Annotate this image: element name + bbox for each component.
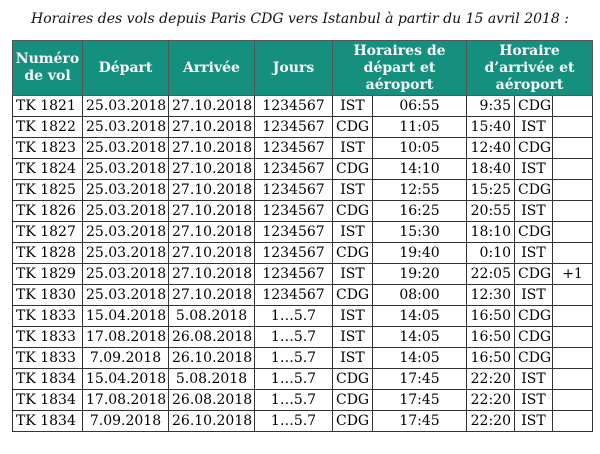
departure-time-cell: 16:25: [373, 201, 467, 222]
valid-from-cell: 25.03.2018: [83, 264, 169, 285]
day-offset-cell: [553, 369, 593, 390]
arrival-time-cell: 22:20: [467, 369, 515, 390]
valid-from-cell: 25.03.2018: [83, 96, 169, 117]
departure-airport-cell: IST: [333, 264, 373, 285]
day-offset-cell: [553, 306, 593, 327]
valid-from-cell: 25.03.2018: [83, 138, 169, 159]
arrival-airport-cell: CDG: [515, 264, 553, 285]
valid-to-cell: 27.10.2018: [169, 243, 255, 264]
day-offset-cell: [553, 411, 593, 432]
departure-time-cell: 06:55: [373, 96, 467, 117]
operating-days-cell: 1…5.7: [255, 390, 333, 411]
day-offset-cell: [553, 159, 593, 180]
valid-from-cell: 25.03.2018: [83, 180, 169, 201]
arrival-airport-cell: IST: [515, 369, 553, 390]
arrival-time-cell: 16:50: [467, 306, 515, 327]
departure-airport-cell: IST: [333, 348, 373, 369]
operating-days-cell: 1234567: [255, 222, 333, 243]
arrival-airport-cell: IST: [515, 159, 553, 180]
arrival-time-cell: 12:30: [467, 285, 515, 306]
arrival-airport-cell: IST: [515, 411, 553, 432]
flight-number-cell: TK 1829: [13, 264, 83, 285]
valid-to-cell: 27.10.2018: [169, 117, 255, 138]
operating-days-cell: 1234567: [255, 96, 333, 117]
departure-airport-cell: CDG: [333, 201, 373, 222]
table-row: [13, 285, 593, 306]
departure-airport-cell: CDG: [333, 117, 373, 138]
operating-days-cell: 1234567: [255, 117, 333, 138]
day-offset-cell: [553, 96, 593, 117]
arrival-airport-cell: CDG: [515, 348, 553, 369]
valid-to-cell: 5.08.2018: [169, 369, 255, 390]
arrival-time-cell: 16:50: [467, 327, 515, 348]
departure-time-cell: 17:45: [373, 411, 467, 432]
valid-to-cell: 27.10.2018: [169, 96, 255, 117]
departure-time-cell: 15:30: [373, 222, 467, 243]
valid-to-cell: 26.08.2018: [169, 327, 255, 348]
arrival-time-cell: 15:25: [467, 180, 515, 201]
arrival-time-cell: 15:40: [467, 117, 515, 138]
valid-to-cell: 27.10.2018: [169, 138, 255, 159]
valid-to-cell: 26.10.2018: [169, 411, 255, 432]
arrival-time-cell: 9:35: [467, 96, 515, 117]
departure-airport-cell: IST: [333, 180, 373, 201]
day-offset-cell: [553, 348, 593, 369]
day-offset-cell: [553, 327, 593, 348]
operating-days-cell: 1…5.7: [255, 327, 333, 348]
departure-time-cell: 14:05: [373, 327, 467, 348]
departure-airport-cell: CDG: [333, 159, 373, 180]
day-offset-cell: [553, 243, 593, 264]
departure-airport-cell: CDG: [333, 390, 373, 411]
valid-to-cell: 27.10.2018: [169, 285, 255, 306]
valid-to-cell: 5.08.2018: [169, 306, 255, 327]
valid-from-cell: 25.03.2018: [83, 243, 169, 264]
header-arrival: Arrivée: [169, 41, 255, 96]
arrival-airport-cell: CDG: [515, 306, 553, 327]
arrival-time-cell: 16:50: [467, 348, 515, 369]
departure-time-cell: 17:45: [373, 390, 467, 411]
valid-from-cell: 25.03.2018: [83, 222, 169, 243]
table-row: [13, 327, 593, 348]
header-arrival-times: Horaire d’arrivée et aéroport: [467, 41, 593, 96]
valid-from-cell: 7.09.2018: [83, 348, 169, 369]
departure-airport-cell: CDG: [333, 243, 373, 264]
departure-time-cell: 14:05: [373, 348, 467, 369]
valid-to-cell: 26.10.2018: [169, 348, 255, 369]
table-row: [13, 222, 593, 243]
arrival-airport-cell: CDG: [515, 138, 553, 159]
valid-to-cell: 27.10.2018: [169, 264, 255, 285]
arrival-time-cell: 18:40: [467, 159, 515, 180]
flight-number-cell: TK 1822: [13, 117, 83, 138]
day-offset-cell: [553, 390, 593, 411]
departure-time-cell: 10:05: [373, 138, 467, 159]
day-offset-cell: [553, 222, 593, 243]
table-row: [13, 369, 593, 390]
departure-airport-cell: CDG: [333, 285, 373, 306]
header-departure-times: Horaires de départ et aéroport: [333, 41, 467, 96]
flight-number-cell: TK 1826: [13, 201, 83, 222]
departure-time-cell: 12:55: [373, 180, 467, 201]
table-row: [13, 264, 593, 285]
header-days: Jours: [255, 41, 333, 96]
flight-number-cell: TK 1833: [13, 348, 83, 369]
flight-number-cell: TK 1824: [13, 159, 83, 180]
operating-days-cell: 1234567: [255, 264, 333, 285]
valid-from-cell: 25.03.2018: [83, 285, 169, 306]
departure-airport-cell: IST: [333, 306, 373, 327]
valid-from-cell: 25.03.2018: [83, 201, 169, 222]
header-flight-number: Numéro de vol: [13, 41, 83, 96]
flight-number-cell: TK 1828: [13, 243, 83, 264]
arrival-time-cell: 18:10: [467, 222, 515, 243]
arrival-airport-cell: IST: [515, 285, 553, 306]
table-caption: Horaires des vols depuis Paris CDG vers Istanbul à partir du 15 avril 2018 :: [31, 11, 569, 27]
flight-number-cell: TK 1834: [13, 390, 83, 411]
valid-from-cell: 15.04.2018: [83, 306, 169, 327]
arrival-airport-cell: IST: [515, 201, 553, 222]
flight-schedule-table: [12, 40, 593, 432]
valid-from-cell: 17.08.2018: [83, 390, 169, 411]
valid-from-cell: 17.08.2018: [83, 327, 169, 348]
departure-airport-cell: IST: [333, 138, 373, 159]
arrival-time-cell: 22:05: [467, 264, 515, 285]
day-offset-cell: +1: [553, 264, 593, 285]
departure-airport-cell: IST: [333, 222, 373, 243]
operating-days-cell: 1…5.7: [255, 306, 333, 327]
departure-airport-cell: IST: [333, 327, 373, 348]
flight-number-cell: TK 1827: [13, 222, 83, 243]
flight-number-cell: TK 1834: [13, 369, 83, 390]
departure-airport-cell: CDG: [333, 369, 373, 390]
operating-days-cell: 1234567: [255, 159, 333, 180]
operating-days-cell: 1234567: [255, 285, 333, 306]
valid-from-cell: 25.03.2018: [83, 159, 169, 180]
flight-number-cell: TK 1825: [13, 180, 83, 201]
flight-number-cell: TK 1823: [13, 138, 83, 159]
day-offset-cell: [553, 117, 593, 138]
arrival-time-cell: 0:10: [467, 243, 515, 264]
day-offset-cell: [553, 201, 593, 222]
valid-to-cell: 27.10.2018: [169, 180, 255, 201]
arrival-time-cell: 22:20: [467, 411, 515, 432]
valid-from-cell: 15.04.2018: [83, 369, 169, 390]
table-row: [13, 411, 593, 432]
valid-to-cell: 27.10.2018: [169, 222, 255, 243]
table-row: [13, 243, 593, 264]
table-row: [13, 159, 593, 180]
operating-days-cell: 1234567: [255, 138, 333, 159]
valid-to-cell: 27.10.2018: [169, 159, 255, 180]
arrival-airport-cell: CDG: [515, 327, 553, 348]
arrival-time-cell: 12:40: [467, 138, 515, 159]
table-row: [13, 138, 593, 159]
flight-number-cell: TK 1821: [13, 96, 83, 117]
arrival-time-cell: 20:55: [467, 201, 515, 222]
flight-number-cell: TK 1830: [13, 285, 83, 306]
day-offset-cell: [553, 285, 593, 306]
header-row: [13, 41, 593, 96]
header-departure: Départ: [83, 41, 169, 96]
valid-to-cell: 27.10.2018: [169, 201, 255, 222]
operating-days-cell: 1…5.7: [255, 348, 333, 369]
operating-days-cell: 1234567: [255, 180, 333, 201]
day-offset-cell: [553, 138, 593, 159]
arrival-airport-cell: IST: [515, 390, 553, 411]
arrival-time-cell: 22:20: [467, 390, 515, 411]
day-offset-cell: [553, 180, 593, 201]
arrival-airport-cell: CDG: [515, 96, 553, 117]
table-row: [13, 117, 593, 138]
valid-to-cell: 26.08.2018: [169, 390, 255, 411]
flight-number-cell: TK 1833: [13, 306, 83, 327]
valid-from-cell: 7.09.2018: [83, 411, 169, 432]
departure-time-cell: 08:00: [373, 285, 467, 306]
departure-time-cell: 19:40: [373, 243, 467, 264]
valid-from-cell: 25.03.2018: [83, 117, 169, 138]
operating-days-cell: 1234567: [255, 201, 333, 222]
table-row: [13, 201, 593, 222]
operating-days-cell: 1…5.7: [255, 411, 333, 432]
operating-days-cell: 1…5.7: [255, 369, 333, 390]
table-row: [13, 180, 593, 201]
table-row: [13, 348, 593, 369]
departure-airport-cell: CDG: [333, 411, 373, 432]
flight-number-cell: TK 1833: [13, 327, 83, 348]
operating-days-cell: 1234567: [255, 243, 333, 264]
arrival-airport-cell: CDG: [515, 222, 553, 243]
table-row: [13, 96, 593, 117]
departure-time-cell: 14:10: [373, 159, 467, 180]
departure-time-cell: 17:45: [373, 369, 467, 390]
table-row: [13, 306, 593, 327]
departure-time-cell: 19:20: [373, 264, 467, 285]
flight-number-cell: TK 1834: [13, 411, 83, 432]
arrival-airport-cell: CDG: [515, 180, 553, 201]
departure-airport-cell: IST: [333, 96, 373, 117]
table-row: [13, 390, 593, 411]
arrival-airport-cell: IST: [515, 243, 553, 264]
departure-time-cell: 14:05: [373, 306, 467, 327]
departure-time-cell: 11:05: [373, 117, 467, 138]
arrival-airport-cell: IST: [515, 117, 553, 138]
